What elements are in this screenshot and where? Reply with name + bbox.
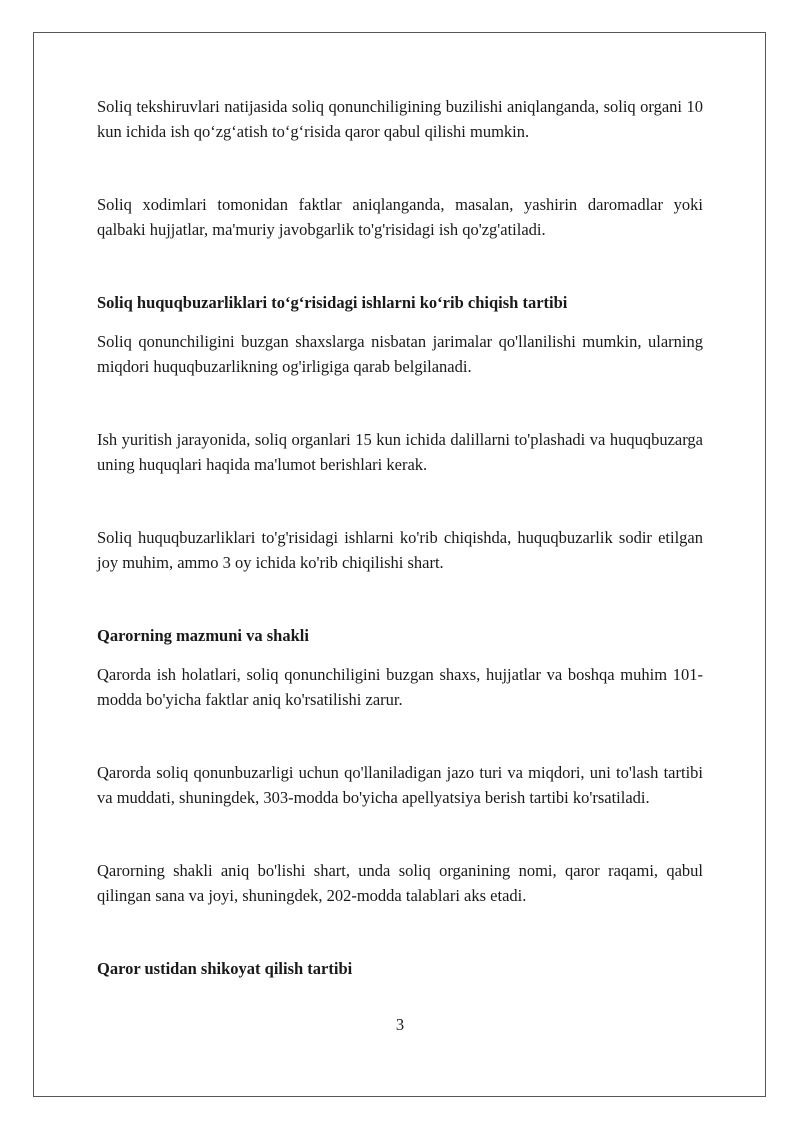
paragraph-tax-inspection: Soliq tekshiruvlari natijasida soliq qonunchiligining buzilishi aniqlanganda, soliq organi 10 kun ichida ish qo‘zg‘atish to‘g‘risida qaror qabul qilishi mumkin. (97, 97, 703, 141)
paragraph-fines: Soliq qonunchiligini buzgan shaxslarga nisbatan jarimalar qo'llanilishi mumkin, ularning miqdori huquqbuzarlikning og'irligiga qarab belgilanadi. (97, 332, 703, 376)
heading-appeal-procedure: Qaror ustidan shikoyat qilish tartibi (97, 959, 353, 978)
paragraph-decision-form: Qarorning shakli aniq bo'lishi shart, unda soliq organining nomi, qaror raqami, qabul qilingan sana va joyi, shuningdek, 202-modda talablari aks etadi. (97, 861, 703, 905)
paragraph-review-deadline: Soliq huquqbuzarliklari to'g'risidagi ishlarni ko'rib chiqishda, huquqbuzarlik sodir etilgan joy muhim, ammo 3 oy ichida ko'rib chiqilishi shart. (97, 528, 703, 572)
page-number: 3 (395, 1015, 405, 1034)
paragraph-administrative-case: Soliq xodimlari tomonidan faktlar aniqlanganda, masalan, yashirin daromadlar yoki qalbaki hujjatlar, ma'muriy javobgarlik to'g'risidagi ish qo'zg'atiladi. (97, 195, 703, 239)
heading-decision-content: Qarorning mazmuni va shakli (97, 626, 309, 645)
paragraph-evidence-collection: Ish yuritish jarayonida, soliq organlari 15 kun ichida dalillarni to'plashadi va huquqbuzarga uning huquqlari haqida ma'lumot berishlari kerak. (97, 430, 703, 474)
paragraph-penalty-type: Qarorda soliq qonunbuzarligi uchun qo'llaniladigan jazo turi va miqdori, uni to'lash tartibi va muddati, shuningdek, 303-modda bo'yicha apellyatsiya berish tartibi ko'rsatiladi. (97, 763, 703, 807)
paragraph-decision-facts: Qarorda ish holatlari, soliq qonunchiligini buzgan shaxs, hujjatlar va boshqa muhim 101-modda bo'yicha faktlar aniq ko'rsatilishi zarur. (97, 665, 703, 709)
document-body (97, 94, 703, 981)
heading-review-procedure: Soliq huquqbuzarliklari to‘g‘risidagi ishlarni ko‘rib chiqish tartibi (97, 293, 568, 312)
